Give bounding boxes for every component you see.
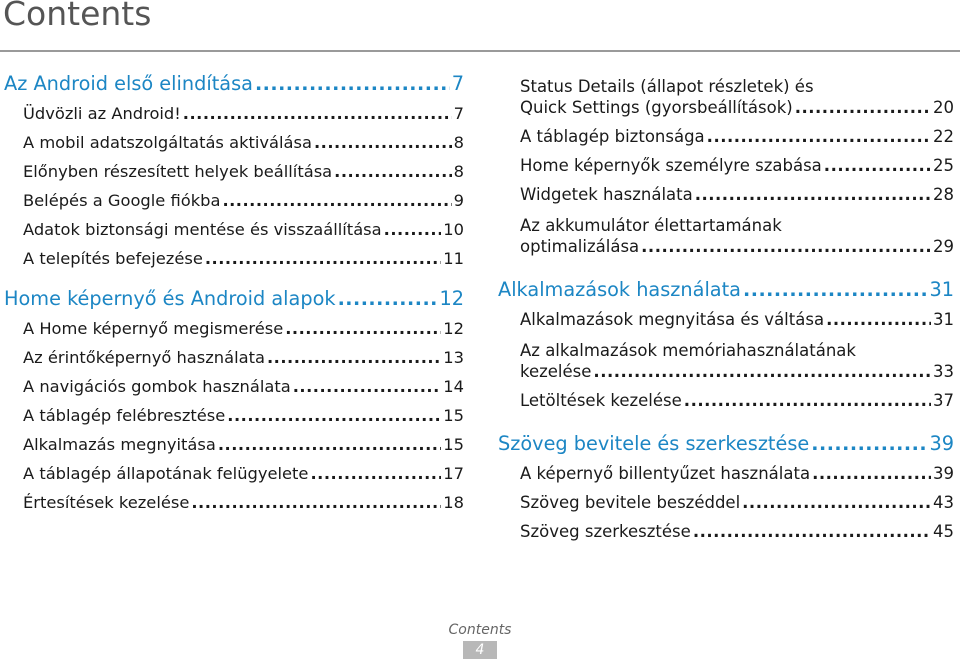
toc-page-number: 12 xyxy=(439,287,464,310)
toc-entry-label: Alkalmazások megnyitása és váltása xyxy=(520,310,825,329)
toc-entry-udvozli-az-android[interactable] xyxy=(4,104,464,133)
dot-leader xyxy=(255,73,450,95)
toc-page-number: 15 xyxy=(443,406,464,425)
toc-entry-line2 xyxy=(520,237,954,266)
toc-entry-alkalmazas-megnyitasa[interactable] xyxy=(4,435,464,464)
toc-page-number: 18 xyxy=(443,493,464,512)
dot-leader xyxy=(310,464,441,483)
dot-leader xyxy=(338,288,438,310)
toc-entry-label: A képernyő billentyűzet használata xyxy=(520,464,811,483)
toc-page-number: 45 xyxy=(933,522,954,541)
toc-entry-a-tablagep-felebresztese[interactable] xyxy=(4,406,464,435)
toc-page-number: 14 xyxy=(443,377,464,396)
toc-entry-label: Belépés a Google fiókba xyxy=(23,191,221,210)
dot-leader xyxy=(384,220,442,239)
footer-section-label: Contents xyxy=(448,622,512,638)
toc-page-number: 8 xyxy=(453,162,464,181)
toc-page-number: 29 xyxy=(933,237,954,256)
toc-entry-a-telepites-befejezese[interactable] xyxy=(4,249,464,278)
dot-leader xyxy=(824,156,931,175)
toc-section-label: Alkalmazások használata xyxy=(498,278,742,301)
toc-entry-label: A Home képernyő megismerése xyxy=(23,319,284,338)
dot-leader xyxy=(314,133,452,152)
toc-page-number: 7 xyxy=(451,72,464,95)
toc-entry-az-erintokepernyo-hasznalata[interactable] xyxy=(4,348,464,377)
toc-right-column xyxy=(498,75,954,551)
toc-entry-letoltesek-kezelese[interactable] xyxy=(498,391,954,420)
toc-entry-line2 xyxy=(520,98,954,127)
toc-section-label: Szöveg bevitele és szerkesztése xyxy=(498,432,810,455)
dot-leader xyxy=(285,319,441,338)
toc-page-number: 39 xyxy=(929,432,954,455)
page-number: 4 xyxy=(463,641,497,659)
dot-leader xyxy=(334,162,451,181)
toc-page-number: 39 xyxy=(933,464,954,483)
dot-leader xyxy=(812,464,931,483)
toc-page-number: 11 xyxy=(443,249,464,268)
dot-leader xyxy=(267,348,441,367)
toc-entry-label: Letöltések kezelése xyxy=(520,391,682,410)
toc-page-number: 28 xyxy=(933,185,954,204)
toc-entry-szoveg-szerkesztese[interactable] xyxy=(498,522,954,551)
toc-entry-widgetek-hasznalata[interactable] xyxy=(498,185,954,214)
toc-entry-label: A táblagép biztonsága xyxy=(520,127,705,146)
toc-entry-label-line1: Status Details (állapot részletek) és xyxy=(520,77,814,96)
toc-entry-label: Szöveg szerkesztése xyxy=(520,522,691,541)
toc-entry-elonyben-reszesitett-helyek-beallitasa[interactable] xyxy=(4,162,464,191)
toc-entry-label: Adatok biztonsági mentése és visszaállítása xyxy=(23,220,382,239)
toc-entry-label-line1: Az akkumulátor élettartamának xyxy=(520,216,782,235)
toc-page-number: 22 xyxy=(933,127,954,146)
dot-leader xyxy=(743,279,927,301)
dot-leader xyxy=(222,191,451,210)
dot-leader xyxy=(684,391,931,410)
toc-section-label: Az Android első elindítása xyxy=(4,72,253,95)
toc-page-number: 17 xyxy=(443,464,464,483)
toc-section-alkalmazasok-hasznalata[interactable] xyxy=(498,278,954,307)
dot-leader xyxy=(826,310,931,329)
toc-entry-label: Üdvözli az Android! xyxy=(23,104,181,123)
toc-page-number: 9 xyxy=(453,191,464,210)
toc-entry-label: Előnyben részesített helyek beállítása xyxy=(23,162,333,181)
toc-entry-home-kepernyok-szemelyre-szabasa[interactable] xyxy=(498,156,954,185)
toc-entry-label: Szöveg bevitele beszéddel xyxy=(520,493,741,512)
toc-entry-a-mobil-adatszolgaltatas-aktivalasa[interactable] xyxy=(4,133,464,162)
toc-entry-a-home-kepernyo-megismerese[interactable] xyxy=(4,319,464,348)
dot-leader xyxy=(205,249,441,268)
toc-page-number: 31 xyxy=(929,278,954,301)
toc-entry-a-kepernyo-billentyuzet-hasznalata[interactable] xyxy=(498,464,954,493)
dot-leader xyxy=(742,493,931,512)
toc-section-az-android-elso-elinditasa[interactable] xyxy=(4,72,464,101)
dot-leader xyxy=(293,377,442,396)
toc-page-number: 25 xyxy=(933,156,954,175)
toc-entry-kezelese[interactable] xyxy=(498,339,954,391)
toc-entry-label: A navigációs gombok használata xyxy=(23,377,291,396)
dot-leader xyxy=(191,493,441,512)
toc-entry-a-tablagep-biztonsaga[interactable] xyxy=(498,127,954,156)
dot-leader xyxy=(593,362,931,381)
toc-entry-label: Home képernyők személyre szabása xyxy=(520,156,822,175)
toc-page-number: 15 xyxy=(443,435,464,454)
toc-entry-label: A mobil adatszolgáltatás aktiválása xyxy=(23,133,312,152)
dot-leader xyxy=(227,406,441,425)
toc-entry-label: Quick Settings (gyorsbeállítások) xyxy=(520,98,793,117)
toc-entry-ertesitesek-kezelese[interactable] xyxy=(4,493,464,522)
toc-entry-label: A táblagép felébresztése xyxy=(23,406,226,425)
toc-entry-label: Widgetek használata xyxy=(520,185,693,204)
toc-entry-szoveg-bevitele-beszeddel[interactable] xyxy=(498,493,954,522)
toc-entry-a-navigacios-gombok-hasznalata[interactable] xyxy=(4,377,464,406)
toc-entry-label: Értesítések kezelése xyxy=(23,493,190,512)
title-divider xyxy=(0,50,960,52)
dot-leader xyxy=(183,104,452,123)
toc-entry-adatok-biztonsagi-mentese-es-visszaallitasa[interactable] xyxy=(4,220,464,249)
toc-entry-label-line1: Az alkalmazások memóriahasználatának xyxy=(520,341,856,360)
toc-page-number: 8 xyxy=(453,133,464,152)
toc-page-number: 12 xyxy=(443,319,464,338)
toc-section-label: Home képernyő és Android alapok xyxy=(4,287,336,310)
toc-entry-label: optimalizálása xyxy=(520,237,640,256)
toc-section-home-kepernyo-es-android-alapok[interactable] xyxy=(4,287,464,316)
toc-entry-a-tablagep-allapotanak-felugyelete[interactable] xyxy=(4,464,464,493)
dot-leader xyxy=(693,522,931,541)
toc-entry-quick-settings-gyorsbeallitasok[interactable] xyxy=(498,75,954,127)
toc-left-column xyxy=(4,72,464,522)
toc-page-number: 10 xyxy=(443,220,464,239)
dot-leader xyxy=(795,98,931,117)
toc-entry-belepes-a-google-fiokba[interactable] xyxy=(4,191,464,220)
dot-leader xyxy=(811,433,927,455)
toc-entry-label: A táblagép állapotának felügyelete xyxy=(23,464,309,483)
toc-entry-label: kezelése xyxy=(520,362,592,381)
dot-leader xyxy=(707,127,931,146)
toc-entry-label: Az érintőképernyő használata xyxy=(23,348,265,367)
toc-page-number: 13 xyxy=(443,348,464,367)
toc-page-number: 20 xyxy=(933,98,954,117)
dot-leader xyxy=(695,185,931,204)
toc-section-szoveg-bevitele-es-szerkesztese[interactable] xyxy=(498,432,954,461)
dot-leader xyxy=(218,435,441,454)
toc-entry-line2 xyxy=(520,362,954,391)
toc-page-number: 37 xyxy=(933,391,954,410)
toc-page-number: 33 xyxy=(933,362,954,381)
dot-leader xyxy=(641,237,931,256)
toc-entry-label: A telepítés befejezése xyxy=(23,249,203,268)
page-title: Contents xyxy=(3,0,152,33)
toc-entry-alkalmazasok-megnyitasa-es-valtasa[interactable] xyxy=(498,310,954,339)
toc-entry-label: Alkalmazás megnyitása xyxy=(23,435,216,454)
toc-entry-optimalizalasa[interactable] xyxy=(498,214,954,266)
toc-page-number: 31 xyxy=(933,310,954,329)
toc-page-number: 43 xyxy=(933,493,954,512)
toc-page-number: 7 xyxy=(453,104,464,123)
